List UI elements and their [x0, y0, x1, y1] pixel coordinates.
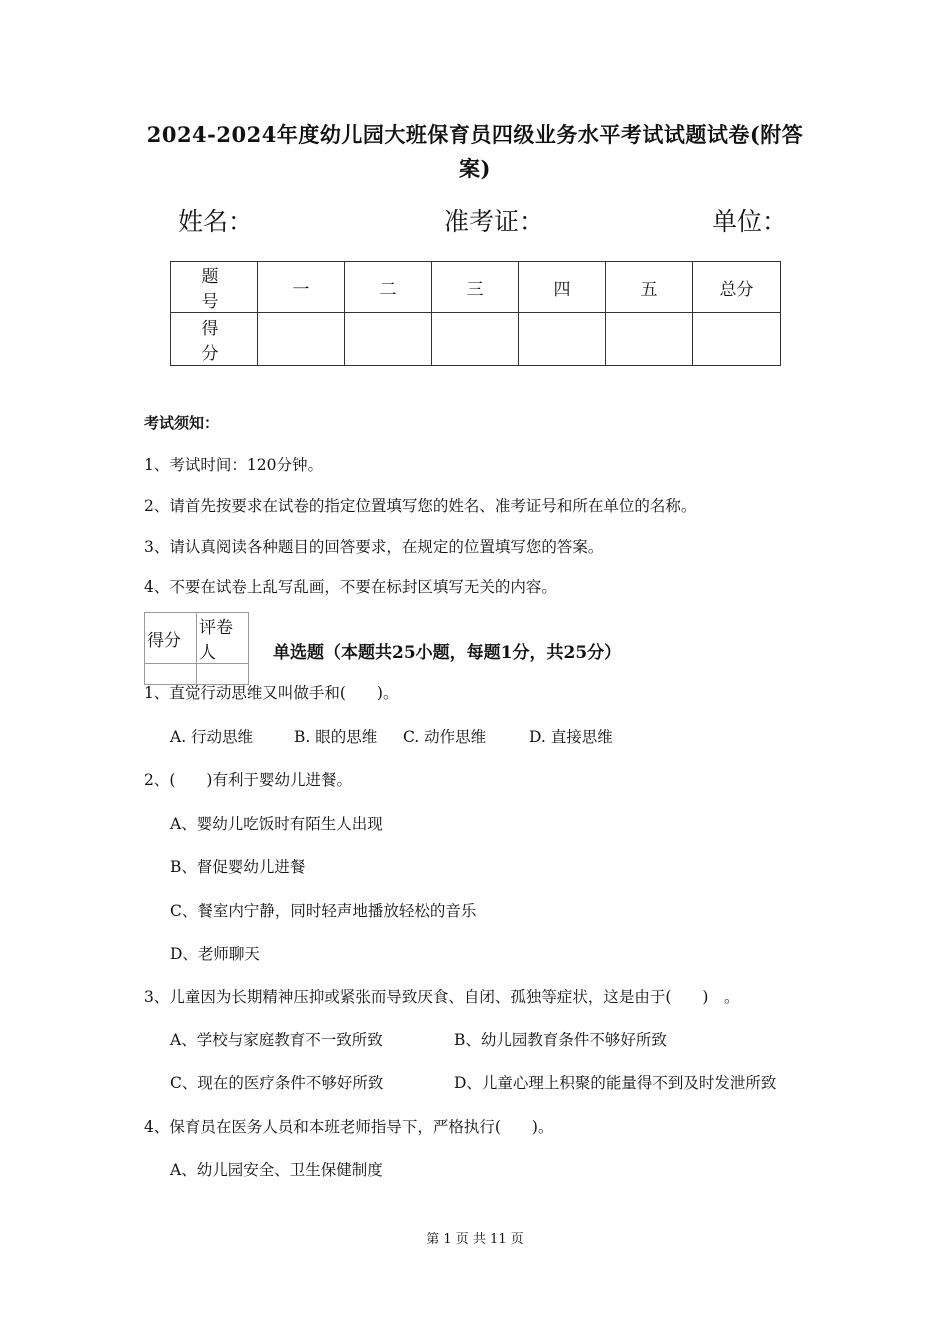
exam-title — [135, 118, 815, 186]
score-header-cell: 二 — [345, 262, 432, 313]
notes-item: 1、考试时间：120分钟。 — [144, 456, 323, 474]
score-header-cell: 题 号 — [171, 262, 258, 313]
question-option: B、督促婴幼儿进餐 — [170, 858, 306, 876]
question-text: 4、保育员在医务人员和本班老师指导下，严格执行( )。 — [144, 1118, 554, 1136]
question-text: 2、( )有利于婴幼儿进餐。 — [144, 771, 352, 789]
question-option: D、老师聊天 — [170, 945, 260, 963]
score-header-cell: 三 — [432, 262, 519, 313]
page-footer: 第 1 页 共 11 页 — [426, 1232, 524, 1247]
question-option: D、儿童心理上积聚的能量得不到及时发泄所致 — [454, 1074, 777, 1092]
grader-box — [144, 612, 249, 685]
score-cell — [606, 313, 693, 366]
question-option: A. 行动思维 — [170, 728, 254, 746]
section-title: 单选题（本题共25小题，每题1分，共25分） — [273, 643, 622, 663]
score-table — [170, 261, 781, 366]
question-option: B. 眼的思维 — [294, 728, 378, 746]
notes-item: 2、请首先按要求在试卷的指定位置填写您的姓名、准考证号和所在单位的名称。 — [144, 497, 697, 515]
question-text: 1、直觉行动思维又叫做手和( )。 — [144, 684, 399, 702]
grader-reviewer-label: 评卷人 — [197, 613, 249, 664]
score-header-cell: 四 — [519, 262, 606, 313]
ticket-field-label: 准考证： — [444, 207, 545, 236]
score-cell — [432, 313, 519, 366]
score-header-cell: 五 — [606, 262, 693, 313]
question-option: D. 直接思维 — [529, 728, 613, 746]
score-table-score-row — [171, 313, 781, 366]
score-table-header-row — [171, 262, 781, 313]
score-header-cell: 一 — [258, 262, 345, 313]
question-option: A、幼儿园安全、卫生保健制度 — [170, 1161, 383, 1179]
question-option: B、幼儿园教育条件不够好所致 — [454, 1031, 667, 1049]
question-option: C. 动作思维 — [403, 728, 487, 746]
score-cell — [519, 313, 606, 366]
unit-field-label: 单位： — [712, 207, 788, 236]
question-text: 3、儿童因为长期精神压抑或紧张而导致厌食、自闭、孤独等症状，这是由于( ) 。 — [144, 988, 740, 1006]
title-line-1: 2024-2024年度幼儿园大班保育员四级业务水平考试试题试卷(附答 — [146, 122, 804, 147]
notes-title: 考试须知： — [144, 414, 220, 432]
score-row-label: 得 分 — [171, 313, 258, 366]
question-option: A、学校与家庭教育不一致所致 — [170, 1031, 383, 1049]
grader-score-label: 得分 — [145, 613, 197, 664]
question-option: A、婴幼儿吃饭时有陌生人出现 — [170, 815, 383, 833]
title-line-2: 案) — [459, 156, 491, 181]
score-cell — [345, 313, 432, 366]
notes-item: 4、不要在试卷上乱写乱画，不要在标封区填写无关的内容。 — [144, 578, 557, 596]
question-option: C、现在的医疗条件不够好所致 — [170, 1074, 384, 1092]
score-header-cell: 总分 — [693, 262, 781, 313]
name-field-label: 姓名： — [178, 207, 254, 236]
score-cell — [693, 313, 781, 366]
notes-item: 3、请认真阅读各种题目的回答要求，在规定的位置填写您的答案。 — [144, 538, 604, 556]
question-option: C、餐室内宁静，同时轻声地播放轻松的音乐 — [170, 902, 477, 920]
